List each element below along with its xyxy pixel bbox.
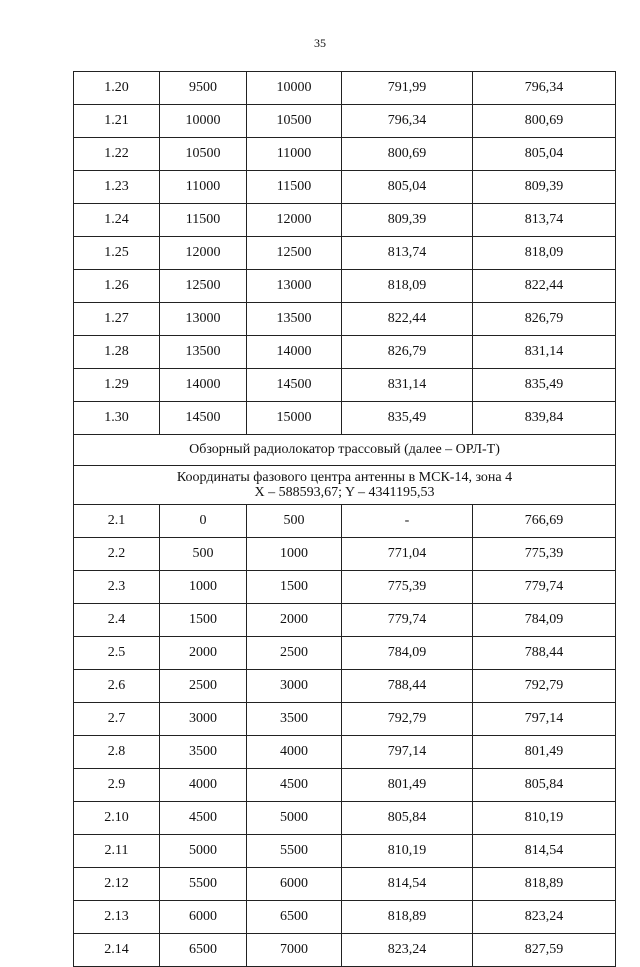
table-cell: 822,44: [473, 270, 616, 303]
table-cell: 805,04: [473, 138, 616, 171]
table-cell: 784,09: [473, 604, 616, 637]
table-cell: 1.25: [74, 237, 160, 270]
table-cell: 823,24: [342, 934, 473, 967]
table-cell: 810,19: [342, 835, 473, 868]
table-cell: 500: [247, 505, 342, 538]
table-cell: 4000: [160, 769, 247, 802]
table-cell: 5000: [160, 835, 247, 868]
table-cell: 775,39: [342, 571, 473, 604]
table-cell: 5500: [247, 835, 342, 868]
table-cell: 2.1: [74, 505, 160, 538]
table-cell: 3500: [160, 736, 247, 769]
table-cell: 2000: [247, 604, 342, 637]
table-cell: 12000: [160, 237, 247, 270]
table-cell: 796,34: [473, 72, 616, 105]
table-cell: 12500: [160, 270, 247, 303]
table-cell: 813,74: [473, 204, 616, 237]
table-cell: 800,69: [473, 105, 616, 138]
table-row: [74, 138, 616, 171]
coordinates-line-2: X – 588593,67; Y – 4341195,53: [254, 485, 435, 500]
table-cell: 6500: [160, 934, 247, 967]
table-cell: 2.8: [74, 736, 160, 769]
table-cell: 1.21: [74, 105, 160, 138]
table-row: [74, 270, 616, 303]
table-cell: 809,39: [473, 171, 616, 204]
table-cell: 6500: [247, 901, 342, 934]
table-cell: 779,74: [342, 604, 473, 637]
table-row: [74, 237, 616, 270]
table-cell: 13500: [160, 336, 247, 369]
table-cell: 11000: [160, 171, 247, 204]
table-cell: 805,84: [473, 769, 616, 802]
table-cell: 775,39: [473, 538, 616, 571]
table-cell: 1.20: [74, 72, 160, 105]
coordinates-cell: [74, 466, 616, 505]
table-cell: 797,14: [342, 736, 473, 769]
table-row: [74, 703, 616, 736]
table-row: [74, 934, 616, 967]
table-cell: 809,39: [342, 204, 473, 237]
table-cell: 1.27: [74, 303, 160, 336]
table-cell: 3000: [160, 703, 247, 736]
table-cell: 814,54: [473, 835, 616, 868]
table-cell: 2.9: [74, 769, 160, 802]
table-row: [74, 105, 616, 138]
table-cell: 766,69: [473, 505, 616, 538]
table-cell: 13000: [160, 303, 247, 336]
table-cell: 2.5: [74, 637, 160, 670]
table-cell: 6000: [160, 901, 247, 934]
table-cell: -: [342, 505, 473, 538]
coordinates-row: [74, 466, 616, 505]
table-cell: 791,99: [342, 72, 473, 105]
section-title-row: [74, 435, 616, 466]
table-cell: 1500: [247, 571, 342, 604]
table-cell: 826,79: [342, 336, 473, 369]
section-header: [74, 435, 616, 505]
table-cell: 2500: [160, 670, 247, 703]
table-cell: 5500: [160, 868, 247, 901]
table-row: [74, 336, 616, 369]
table-cell: 15000: [247, 402, 342, 435]
table-cell: 2.2: [74, 538, 160, 571]
table-cell: 810,19: [473, 802, 616, 835]
table-cell: 11000: [247, 138, 342, 171]
table-cell: 788,44: [473, 637, 616, 670]
table-cell: 771,04: [342, 538, 473, 571]
table-row: [74, 868, 616, 901]
data-table: [73, 71, 616, 967]
table-cell: 779,74: [473, 571, 616, 604]
table-cell: 11500: [160, 204, 247, 237]
table-row: [74, 769, 616, 802]
table-cell: 2.13: [74, 901, 160, 934]
table-cell: 1000: [160, 571, 247, 604]
table-cell: 2.11: [74, 835, 160, 868]
table-cell: 2.6: [74, 670, 160, 703]
table-cell: 10000: [160, 105, 247, 138]
table-cell: 1.30: [74, 402, 160, 435]
table-cell: 4000: [247, 736, 342, 769]
table-cell: 2.10: [74, 802, 160, 835]
table-cell: 5000: [247, 802, 342, 835]
page-number: 35: [314, 36, 326, 50]
table-row: [74, 604, 616, 637]
table-cell: 792,79: [473, 670, 616, 703]
table-cell: 14500: [160, 402, 247, 435]
table-cell: 10500: [247, 105, 342, 138]
table-cell: 14500: [247, 369, 342, 402]
table-cell: 2.7: [74, 703, 160, 736]
table-cell: 813,74: [342, 237, 473, 270]
table-cell: 1.26: [74, 270, 160, 303]
table-cell: 0: [160, 505, 247, 538]
table-row: [74, 901, 616, 934]
table-cell: 13500: [247, 303, 342, 336]
table-cell: 827,59: [473, 934, 616, 967]
table-cell: 1.28: [74, 336, 160, 369]
table-cell: 797,14: [473, 703, 616, 736]
table-cell: 12500: [247, 237, 342, 270]
table-cell: 796,34: [342, 105, 473, 138]
table-row: [74, 505, 616, 538]
table-cell: 826,79: [473, 303, 616, 336]
coordinates-line-1: Координаты фазового центра антенны в МСК-14, зона 4: [176, 470, 513, 485]
table-cell: 1.23: [74, 171, 160, 204]
table-cell: 7000: [247, 934, 342, 967]
table-cell: 818,89: [473, 868, 616, 901]
table-cell: 2000: [160, 637, 247, 670]
table-cell: 2.12: [74, 868, 160, 901]
table-cell: 4500: [247, 769, 342, 802]
table-cell: 831,14: [342, 369, 473, 402]
table-cell: 822,44: [342, 303, 473, 336]
table-cell: 1.24: [74, 204, 160, 237]
table-cell: 784,09: [342, 637, 473, 670]
table-row: [74, 369, 616, 402]
table-row: [74, 303, 616, 336]
table-cell: 10000: [247, 72, 342, 105]
table-cell: 835,49: [473, 369, 616, 402]
table-cell: 2.4: [74, 604, 160, 637]
table-cell: 11500: [247, 171, 342, 204]
table-cell: 835,49: [342, 402, 473, 435]
table-cell: 823,24: [473, 901, 616, 934]
table-cell: 500: [160, 538, 247, 571]
table-cell: 801,49: [473, 736, 616, 769]
table-cell: 2.14: [74, 934, 160, 967]
table-cell: 14000: [160, 369, 247, 402]
table-cell: 814,54: [342, 868, 473, 901]
table-cell: 818,89: [342, 901, 473, 934]
table-section-2: [74, 505, 616, 967]
table-row: [74, 670, 616, 703]
table-cell: 839,84: [473, 402, 616, 435]
table-cell: 6000: [247, 868, 342, 901]
table-row: [74, 835, 616, 868]
table-cell: 792,79: [342, 703, 473, 736]
table-row: [74, 538, 616, 571]
table-cell: 2.3: [74, 571, 160, 604]
table-cell: 2500: [247, 637, 342, 670]
table-row: [74, 171, 616, 204]
table-cell: 13000: [247, 270, 342, 303]
table-cell: 3000: [247, 670, 342, 703]
table-row: [74, 802, 616, 835]
table-cell: 14000: [247, 336, 342, 369]
table-cell: 3500: [247, 703, 342, 736]
table-row: [74, 736, 616, 769]
section-title: Обзорный радиолокатор трассовый (далее – ОРЛ-Т): [74, 435, 616, 466]
table-cell: 10500: [160, 138, 247, 171]
table-row: [74, 72, 616, 105]
table-row: [74, 204, 616, 237]
table-row: [74, 402, 616, 435]
table-row: [74, 637, 616, 670]
table-cell: 831,14: [473, 336, 616, 369]
table-cell: 1.22: [74, 138, 160, 171]
table-cell: 818,09: [473, 237, 616, 270]
table-cell: 9500: [160, 72, 247, 105]
table-cell: 12000: [247, 204, 342, 237]
table-cell: 800,69: [342, 138, 473, 171]
table-cell: 818,09: [342, 270, 473, 303]
table-cell: 805,04: [342, 171, 473, 204]
table-section-1: [74, 72, 616, 435]
table-cell: 1500: [160, 604, 247, 637]
table-cell: 1.29: [74, 369, 160, 402]
table-cell: 1000: [247, 538, 342, 571]
table-cell: 4500: [160, 802, 247, 835]
table-row: [74, 571, 616, 604]
table-cell: 805,84: [342, 802, 473, 835]
table-cell: 801,49: [342, 769, 473, 802]
table-cell: 788,44: [342, 670, 473, 703]
